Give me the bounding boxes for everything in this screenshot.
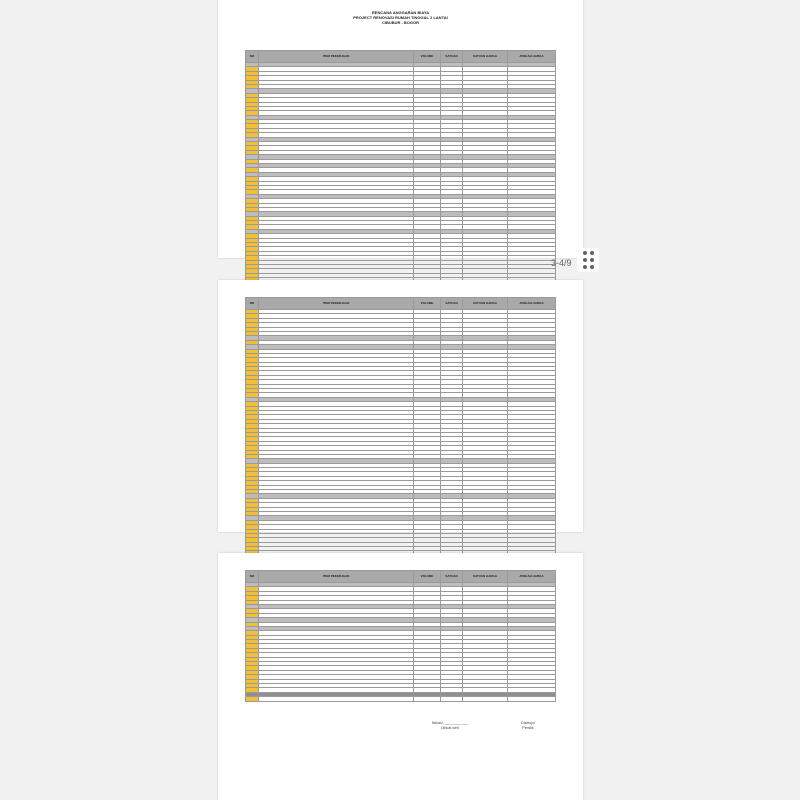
column-header-item: ITEM PEKERJAAN (259, 571, 414, 583)
signature-role-right: Pemilik (522, 726, 534, 730)
column-header-unit: SATUAN (441, 571, 463, 583)
column-header-unit-price: SATUAN HARGA (463, 571, 508, 583)
table-cell (414, 697, 441, 701)
table-row (246, 697, 556, 701)
column-header-volume: VOLUME (414, 298, 441, 310)
column-header-unit-price: SATUAN HARGA (463, 298, 508, 310)
column-header-no: NO (246, 571, 259, 583)
document-title: RENCANA ANGGARAN BIAYA (371, 10, 430, 15)
table-cell (441, 697, 463, 701)
table-cell (259, 697, 414, 701)
table-cell (463, 697, 508, 701)
document-page-3 (218, 553, 583, 800)
signature-approval: Disetujui (521, 721, 535, 725)
signature-block-right (508, 721, 548, 731)
document-location: CIBUBUR - BOGOR (381, 20, 420, 25)
column-header-unit: SATUAN (441, 51, 463, 63)
column-header-no: NO (246, 298, 259, 310)
table-header-row (246, 298, 556, 310)
apps-grid-icon[interactable] (577, 248, 599, 272)
column-header-total: JUMLAH HARGA (508, 571, 556, 583)
column-header-total: JUMLAH HARGA (508, 298, 556, 310)
column-header-item: ITEM PEKERJAAN (259, 298, 414, 310)
column-header-no: NO (246, 51, 259, 63)
table-header-row (246, 51, 556, 63)
column-header-item: ITEM PEKERJAAN (259, 51, 414, 63)
column-header-volume: VOLUME (414, 571, 441, 583)
rab-table-page-1 (245, 50, 556, 304)
signature-place-date: Bekasi, ____________ (432, 721, 468, 725)
column-header-unit-price: SATUAN HARGA (463, 51, 508, 63)
column-header-total: JUMLAH HARGA (508, 51, 556, 63)
rab-table-page-2 (245, 297, 556, 582)
signature-role-left: Dibuat oleh (441, 726, 459, 730)
table-cell (508, 697, 556, 701)
signature-block-left (430, 721, 470, 731)
document-project-name: PROJECT RENOVASI RUMAH TINGGAL 2 LANTAI (353, 15, 448, 20)
page-indicator: 3-4/9 (551, 258, 572, 268)
column-header-volume: VOLUME (414, 51, 441, 63)
document-header (218, 10, 583, 25)
table-header-row (246, 571, 556, 583)
document-page-2 (218, 280, 583, 532)
column-header-unit: SATUAN (441, 298, 463, 310)
document-page-1 (218, 0, 583, 258)
rab-table-page-3 (245, 570, 556, 702)
table-cell (246, 697, 259, 701)
